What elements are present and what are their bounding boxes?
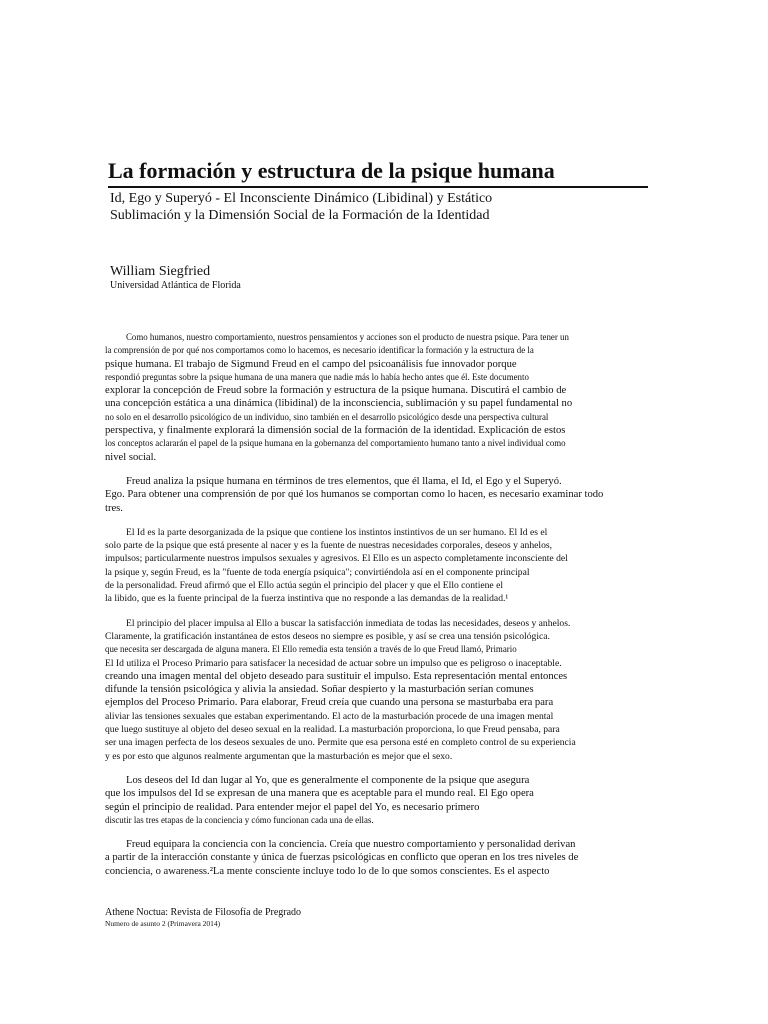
- text-line: Los deseos del Id dan lugar al Yo, que es generalmente el componente de la psique que asegura: [126, 774, 530, 786]
- text-line: que los impulsos del Id se expresan de una manera que es aceptable para el mundo real. El Ego opera: [105, 788, 534, 800]
- paragraph-5: [105, 774, 603, 827]
- paper-title: La formación y estructura de la psique humana: [108, 158, 555, 183]
- text-line: conciencia, o awareness.²La mente consciente incluye todo lo de lo que somos conscientes. Es el aspecto: [105, 865, 550, 877]
- text-line: creando una imagen mental del objeto deseado para sustituir el impulso. Esta representación mental entonces: [105, 670, 568, 682]
- journal-name: Athene Noctua: Revista de Filosofía de Pregrado: [105, 907, 302, 918]
- text-line: impulsos; particularmente nuestros impulsos sexuales y agresivos. El Ello es un aspecto completamente inconsciente del: [105, 553, 568, 565]
- paragraph-4: [105, 617, 603, 763]
- author-name: William Siegfried: [110, 264, 211, 279]
- text-line: perspectiva, y finalmente explorará la dimensión social de la formación de la identidad. Explicación de estos: [105, 425, 566, 437]
- text-line: y es por esto que algunos realmente argumentan que la masturbación es mejor que el sexo.: [105, 750, 453, 762]
- subtitle-line-2: Sublimación y la Dimensión Social de la Formación de la Identidad: [110, 208, 490, 223]
- text-line: los conceptos aclararán el papel de la psique humana en la gobernanza del comportamiento humano tanto a nivel individual como: [105, 438, 566, 449]
- text-line: discutir las tres etapas de la conciencia y cómo funcionan cada una de ellas.: [105, 814, 374, 825]
- text-line: solo parte de la psique que está presente al nacer y es la fuente de nuestras necesidades corporales, deseos y anhelos,: [105, 540, 552, 552]
- text-line: aliviar las tensiones sexuales que estaban experimentando. El acto de la masturbación procede de una imagen mental: [105, 710, 554, 722]
- paragraph-2: [105, 475, 603, 515]
- text-line: psique humana. El trabajo de Sigmund Freud en el campo del psicoanálisis fue innovador porque: [105, 358, 517, 370]
- text-line: Como humanos, nuestro comportamiento, nuestros pensamientos y acciones son el producto de nuestra psique. Para tener un: [126, 332, 569, 342]
- body-text: [105, 331, 603, 889]
- text-line: no solo en el desarrollo psicológico de un individuo, sino también en el desarrollo psicológico desde una perspectiva cultural: [105, 411, 549, 422]
- issue-number: Numero de asunto 2 (Primavera 2014): [105, 919, 221, 928]
- paragraph-3: [105, 526, 603, 606]
- paragraph-6: [105, 838, 603, 878]
- text-line: Claramente, la gratificación instantánea de estos deseos no siempre es posible, y así se crea una tensión psicológica.: [105, 630, 550, 642]
- paragraph-1: [105, 331, 603, 464]
- text-line: respondió preguntas sobre la psique humana de una manera que nadie más lo había hecho antes que él. Este documento: [105, 371, 529, 382]
- text-line: una concepción estática a una dinámica (libidinal) de la inconsciencia, sublimación y su papel fundamental no: [105, 398, 573, 410]
- text-line: difunde la tensión psicológica y alivia la ansiedad. Soñar despierto y la masturbación serían comunes: [105, 684, 534, 696]
- title-rule: [108, 186, 648, 188]
- text-line: a partir de la interacción constante y única de fuerzas psicológicas en conflicto que operan en los tres niveles de: [105, 852, 579, 864]
- text-line: la comprensión de por qué nos comportamos como lo hacemos, es necesario identificar la formación y la estructura de la: [105, 345, 534, 356]
- text-line: que luego sustituye al objeto del deseo sexual en la realidad. La masturbación proporciona, lo que Freud pensaba, para: [105, 724, 560, 736]
- text-line: Freud analiza la psique humana en términos de tres elementos, que él llama, el Id, el Ego y el Superyó.: [126, 475, 562, 487]
- text-line: de la personalidad. Freud afirmó que el Ello actúa según el principio del placer y que el Ello contiene el: [105, 580, 503, 592]
- text-line: según el principio de realidad. Para entender mejor el papel del Yo, es necesario primero: [105, 801, 480, 813]
- text-line: tres.: [105, 502, 123, 514]
- text-line: la libido, que es la fuente principal de la fuerza instintiva que no responde a las demandas de la realidad.¹: [105, 593, 509, 605]
- text-line: El principio del placer impulsa al Ello a buscar la satisfacción inmediata de todas las necesidades, deseos y anhelos.: [126, 617, 571, 629]
- text-line: nivel social.: [105, 451, 157, 463]
- author-affiliation: Universidad Atlántica de Florida: [110, 280, 241, 291]
- page-footer: [105, 907, 505, 929]
- text-line: El Id es la parte desorganizada de la psique que contiene los instintos instintivos de un ser humano. El Id es el: [126, 526, 548, 538]
- text-line: ser una imagen perfecta de los deseos sexuales de uno. Permite que esa persona esté en completo control de su experiencia: [105, 737, 576, 749]
- text-line: la psique y, según Freud, es la "fuente de toda energía psíquica"; convirtiéndola así en el componente principal: [105, 566, 530, 578]
- text-line: ejemplos del Proceso Primario. Para elaborar, Freud creía que cuando una persona se masturbaba era para: [105, 697, 554, 709]
- text-line: Ego. Para obtener una comprensión de por qué los humanos se comportan como lo hacen, es necesario examinar todo: [105, 489, 603, 501]
- subtitle-line-1: Id, Ego y Superyó - El Inconsciente Dinámico (Libidinal) y Estático: [110, 191, 493, 206]
- text-line: que necesita ser descargada de alguna manera. El Ello remedia esta tensión a través de lo que Freud llamó, Primario: [105, 644, 517, 655]
- text-line: Freud equipara la conciencia con la conciencia. Creía que nuestro comportamiento y personalidad derivan: [126, 839, 576, 851]
- text-line: explorar la concepción de Freud sobre la formación y estructura de la psique humana. Discutirá el cambio de: [105, 385, 567, 397]
- text-line: El Id utiliza el Proceso Primario para satisfacer la necesidad de actuar sobre un impulso que es peligroso o inaceptable.: [105, 657, 562, 669]
